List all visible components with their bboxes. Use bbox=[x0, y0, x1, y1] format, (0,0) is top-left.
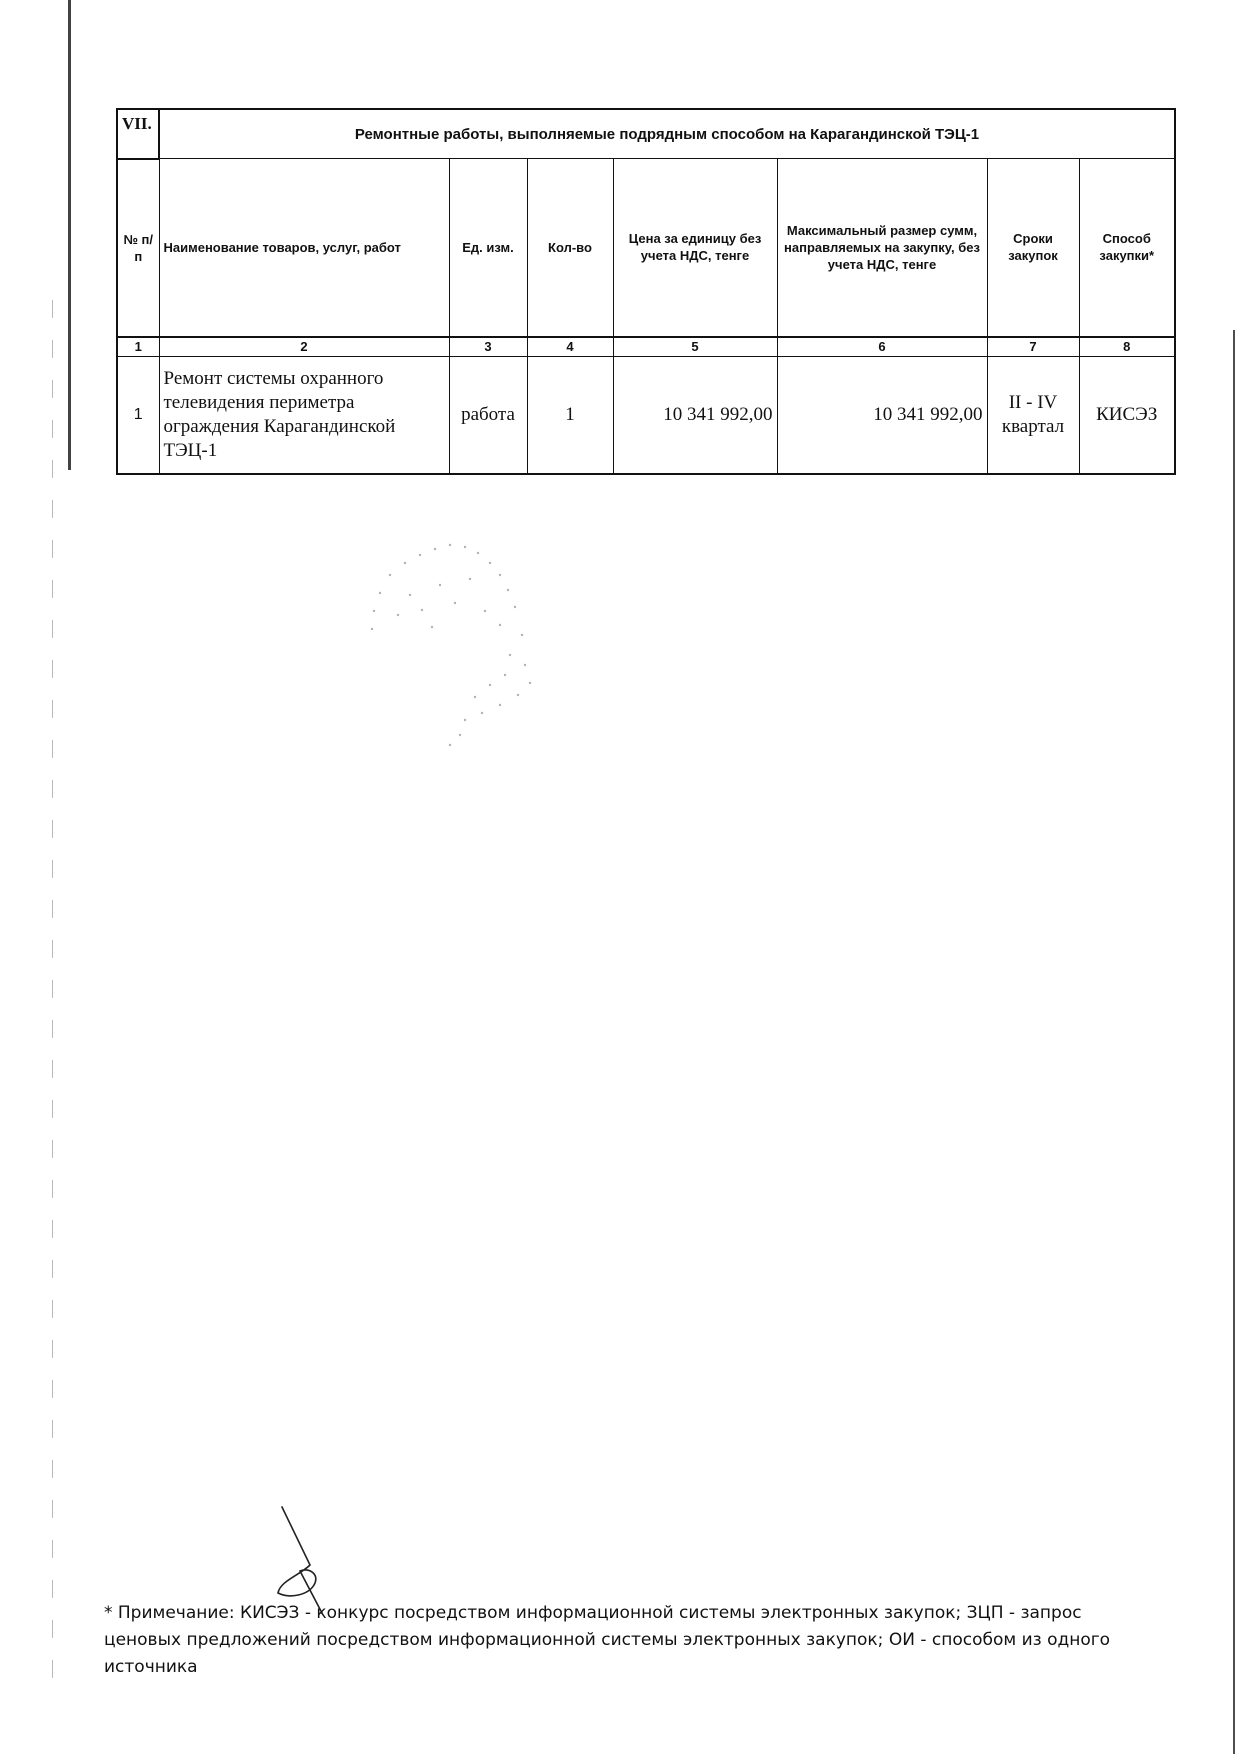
section-number: VII. bbox=[117, 109, 159, 159]
procurement-table bbox=[116, 108, 1176, 475]
scan-edge-left bbox=[68, 0, 71, 470]
column-header-row bbox=[117, 159, 1175, 337]
scan-edge-dashed bbox=[52, 300, 53, 1700]
header-method: Способ закупки* bbox=[1079, 159, 1175, 337]
column-number: 3 bbox=[449, 337, 527, 357]
row-name: Ремонт системы охранного телевидения периметра ограждения Карагандинской ТЭЦ-1 bbox=[159, 356, 449, 474]
row-index: 1 bbox=[117, 356, 159, 474]
column-number: 1 bbox=[117, 337, 159, 357]
header-max-amount: Максимальный размер сумм, направляемых на закупку, без учета НДС, тенге bbox=[777, 159, 987, 337]
row-unit-price: 10 341 992,00 bbox=[613, 356, 777, 474]
row-period bbox=[987, 356, 1079, 474]
column-number: 6 bbox=[777, 337, 987, 357]
header-period: Сроки закупок bbox=[987, 159, 1079, 337]
signature-mark bbox=[270, 1505, 360, 1615]
scan-edge-right bbox=[1233, 330, 1235, 1754]
column-number: 5 bbox=[613, 337, 777, 357]
column-number-row bbox=[117, 337, 1175, 357]
section-header-row bbox=[117, 109, 1175, 159]
section-title: Ремонтные работы, выполняемые подрядным способом на Карагандинской ТЭЦ-1 bbox=[159, 109, 1175, 159]
header-unit: Ед. изм. bbox=[449, 159, 527, 337]
footnote: * Примечание: КИСЭЗ - конкурс посредством информационной системы электронных закупок; ЗЦП - запрос ценовых предложений посредством информационной системы электронных закупок; ОИ - способом из одного источника bbox=[104, 1603, 1111, 1677]
header-quantity: Кол-во bbox=[527, 159, 613, 337]
header-index: № п/п bbox=[117, 159, 159, 337]
column-number: 7 bbox=[987, 337, 1079, 357]
faded-stamp-mark bbox=[350, 515, 580, 755]
column-number: 8 bbox=[1079, 337, 1175, 357]
row-period-line2: квартал bbox=[1001, 415, 1065, 437]
row-period-line1: II - IV bbox=[1008, 391, 1058, 413]
row-max-amount: 10 341 992,00 bbox=[777, 356, 987, 474]
row-method: КИСЭЗ bbox=[1079, 356, 1175, 474]
header-name: Наименование товаров, услуг, работ bbox=[159, 159, 449, 337]
header-unit-price: Цена за единицу без учета НДС, тенге bbox=[613, 159, 777, 337]
row-unit: работа bbox=[449, 356, 527, 474]
column-number: 4 bbox=[527, 337, 613, 357]
column-number: 2 bbox=[159, 337, 449, 357]
table-row bbox=[117, 356, 1175, 474]
row-quantity: 1 bbox=[527, 356, 613, 474]
